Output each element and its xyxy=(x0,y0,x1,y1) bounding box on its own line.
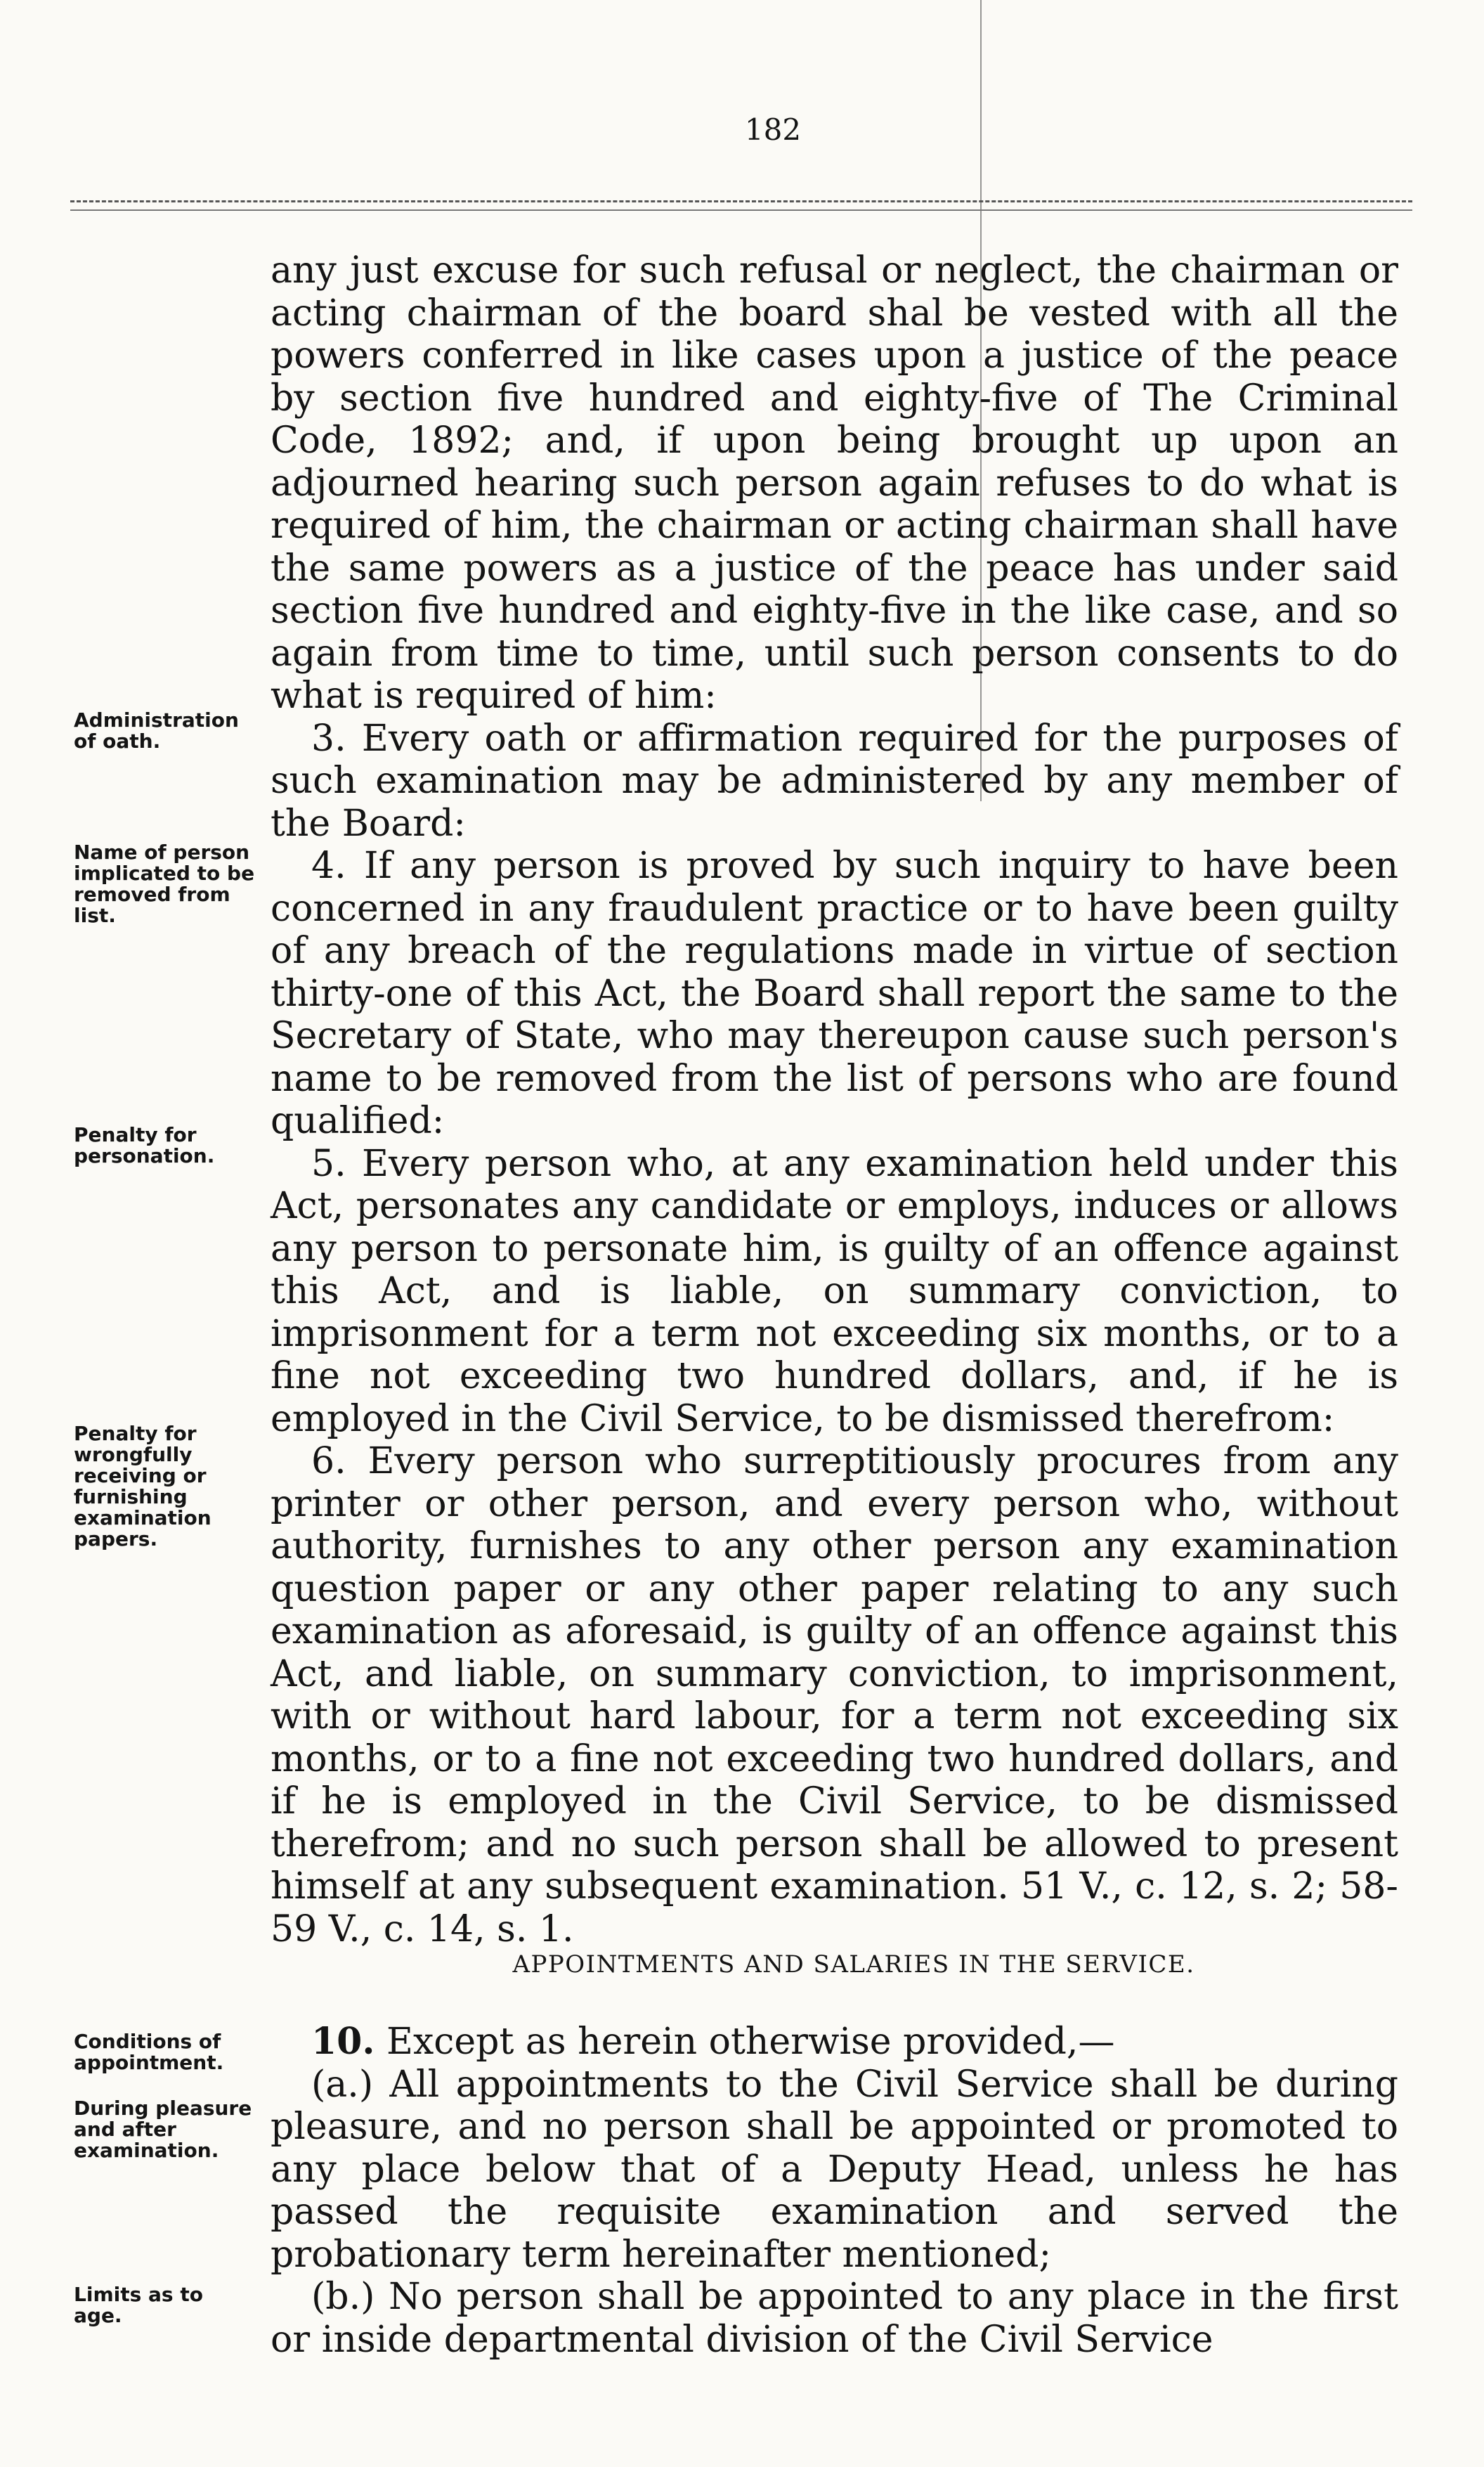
body-text xyxy=(271,250,1398,1950)
paragraph-6: 6. Every person who surreptitiously procures from any printer or other person, and every person who, without authority, furnishes to any other person any examination question paper or any other paper relating to any such examination as aforesaid, is guilty of an offence against this Act, and liable, on summary conviction, to imprisonment, with or without hard labour, for a term not exceeding six months, or to a fine not exceeding two hundred dollars, and if he is employed in the Civil Service, to be dismissed therefrom; and no such person shall be allowed to present himself at any subsequent examination. 51 V., c. 12, s. 2; 58-59 V., c. 14, s. 1. xyxy=(271,1440,1398,1950)
section-10-clause-b: (b.) No person shall be appointed to any place in the first or inside departmental division of the Civil Service xyxy=(271,2276,1398,2361)
paragraph-5: 5. Every person who, at any examination held under this Act, personates any candidate or employs, induces or allows any person to personate him, is guilty of an offence against this Act, and is liable, on summary conviction, to imprisonment for a term not exceeding six months, or to a fine not exceeding two hundred dollars, and, if he is employed in the Civil Service, to be dismissed therefrom: xyxy=(271,1142,1398,1440)
header-rule-solid xyxy=(70,209,1412,211)
margin-note-penalty-examination-papers: Penalty for wrongfully receiving or furnishing examination papers. xyxy=(74,1422,211,1550)
page-number: 182 xyxy=(744,112,802,147)
paragraph-continuation: any just excuse for such refusal or neglect, the chairman or acting chairman of the board shal be vested with all the powers conferred in like cases upon a justice of the peace by section five hundred and eighty-five of The Criminal Code, 1892; and, if upon being brought up upon an adjourned hearing such person again refuses to do what is required of him, the chairman or acting chairman shall have the same powers as a justice of the peace has under said section five hundred and eighty-five in the like case, and so again from time to time, until such person consents to do what is required of him: xyxy=(271,250,1398,717)
section-10-number: 10. xyxy=(311,2020,375,2063)
margin-note-administration-of-oath: Administration of oath. xyxy=(74,708,239,753)
margin-note-penalty-personation: Penalty for personation. xyxy=(74,1123,215,1167)
margin-note-conditions-of-appointment: Conditions of appointment. xyxy=(74,2030,224,2074)
margin-note-during-pleasure: During pleasure and after examination. xyxy=(74,2097,252,2162)
margin-note-name-removed: Name of person implicated to be removed from list. xyxy=(74,841,255,927)
paragraph-4: 4. If any person is proved by such inquiry to have been concerned in any fraudulent practice or to have been guilty of any breach of the regulations made in virtue of section thirty-one of this Act, the Board shall report the same to the Secretary of State, who may thereupon cause such person's name to be removed from the list of persons who are found qualified: xyxy=(271,845,1398,1142)
paragraph-3: 3. Every oath or affirmation required for the purposes of such examination may be administered by any member of the Board: xyxy=(271,717,1398,845)
section-10 xyxy=(271,2021,1398,2361)
section-10-intro-text: Except as herein otherwise provided,— xyxy=(386,2021,1115,2063)
section-heading: APPOINTMENTS AND SALARIES IN THE SERVICE. xyxy=(512,1950,1195,1979)
header-rule-dashed xyxy=(70,200,1412,202)
margin-note-limits-as-to-age: Limits as to age. xyxy=(74,2283,203,2327)
section-10-intro xyxy=(271,2021,1398,2064)
section-10-clause-a: (a.) All appointments to the Civil Service shall be during pleasure, and no person shall be appointed or promoted to any place below that of a Deputy Head, unless he has passed the requisite examination and served the probationary term hereinafter mentioned; xyxy=(271,2063,1398,2276)
